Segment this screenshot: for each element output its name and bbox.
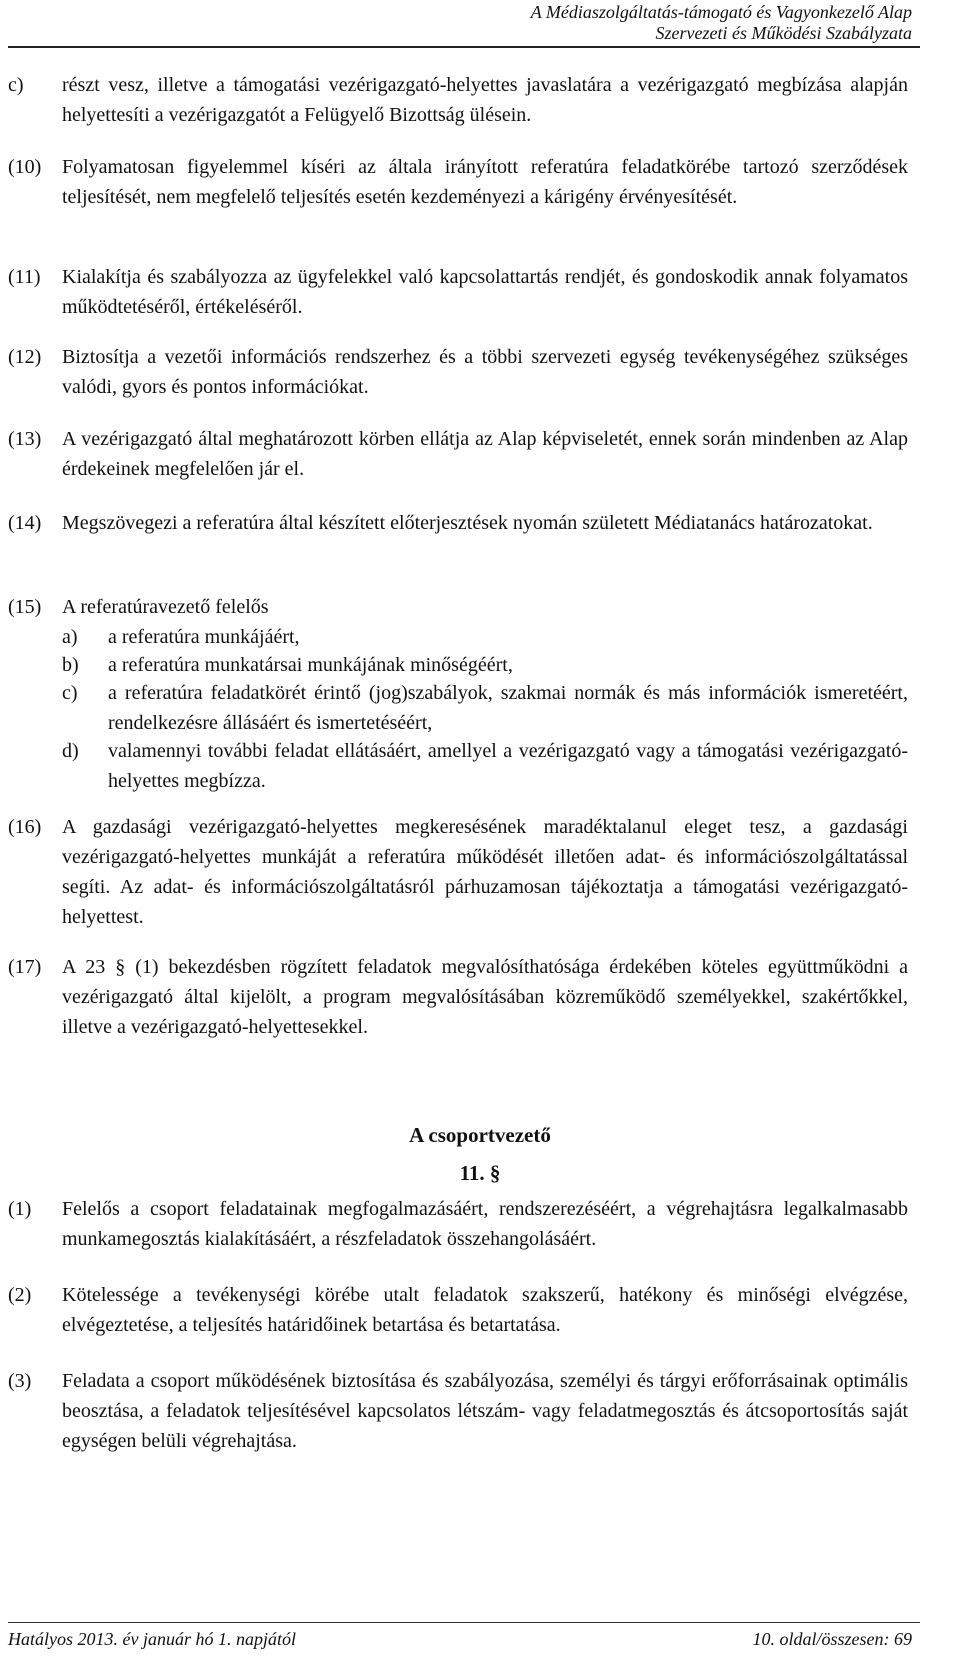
paragraph-number: (15) xyxy=(8,596,42,618)
paragraph-14 xyxy=(8,508,908,538)
paragraph-number: (1) xyxy=(8,1198,32,1220)
sub-item-text: a referatúra munkatársai munkájának minőségéért, xyxy=(108,654,513,676)
section-title: A csoportvezető xyxy=(409,1123,551,1147)
footer-rule xyxy=(8,1622,920,1623)
paragraph-17 xyxy=(8,952,908,1042)
paragraph-text: A referatúravezető felelős xyxy=(62,596,269,618)
paragraph-number: (13) xyxy=(8,428,42,450)
paragraph-number: (11) xyxy=(8,266,41,288)
paragraph-number: (12) xyxy=(8,346,42,368)
paragraph-text: Folyamatosan figyelemmel kíséri az általa irányított referatúra feladatkörébe tartozó szerződések teljesítését, nem megfelelő teljesítés esetén kezdeményezi a kárigény érvényesítését. xyxy=(62,156,908,208)
sub-item-c xyxy=(8,678,908,738)
paragraph-text: A 23 § (1) bekezdésben rögzített feladatok megvalósíthatósága érdekében köteles együttműködni a vezérigazgató által kijelölt, a program megvalósításában közreműködő személyekkel, szakértőkkel, illetve a vezérigazgató-helyettesekkel. xyxy=(62,956,908,1038)
section-number: 11. § xyxy=(459,1161,501,1185)
footer-page-number: 10. oldal/összesen: 69 xyxy=(752,1629,912,1649)
sub-item-text: valamennyi további feladat ellátásáért, amellyel a vezérigazgató vagy a támogatási vezérigazgató-helyettes megbízza. xyxy=(108,740,908,792)
paragraph-text: Felelős a csoport feladatainak megfogalmazásáért, rendszerezéséért, a végrehajtásra legalkalmasabb munkamegosztás kialakításáért, a részfeladatok összehangolásáért. xyxy=(62,1198,908,1250)
paragraph-number: (17) xyxy=(8,956,42,978)
section-paragraph-2 xyxy=(8,1280,908,1340)
item-text: részt vesz, illetve a támogatási vezérigazgató-helyettes javaslatára a vezérigazgató megbízása alapján helyettesíti a vezérigazgatót a Felügyelő Bizottság ülésein. xyxy=(62,74,908,126)
sub-item-text: a referatúra munkájáért, xyxy=(108,626,300,648)
paragraph-15 xyxy=(8,592,908,622)
paragraph-text: Biztosítja a vezetői információs rendszerhez és a többi szervezeti egység tevékenységéhez szükséges valódi, gyors és pontos információkat. xyxy=(62,346,908,398)
sub-item-letter: d) xyxy=(62,740,79,762)
paragraph-text: Megszövegezi a referatúra által készített előterjesztések nyomán született Médiatanács határozatokat. xyxy=(62,512,873,534)
sub-item-text: a referatúra feladatkörét érintő (jog)szabályok, szakmai normák és más információk ismeretéért, rendelkezésre állásáért és ismertetéséért, xyxy=(108,682,908,734)
section-paragraph-3 xyxy=(8,1366,908,1456)
paragraph-text: Kötelessége a tevékenységi körébe utalt feladatok szakszerű, hatékony és minőségi elvégzése, elvégeztetése, a teljesítés határidőinek betartása és betartatása. xyxy=(62,1284,908,1336)
header-subtitle: Szervezeti és Működési Szabályzata xyxy=(655,23,912,43)
paragraph-number: (2) xyxy=(8,1284,32,1306)
list-item-c xyxy=(8,70,908,130)
item-letter: c) xyxy=(8,74,24,96)
paragraph-number: (16) xyxy=(8,816,42,838)
header-title: A Médiaszolgáltatás-támogató és Vagyonkezelő Alap xyxy=(530,2,912,22)
paragraph-text: A gazdasági vezérigazgató-helyettes megkeresésének maradéktalanul eleget tesz, a gazdasági vezérigazgató-helyettes munkáját a referatúra működését illetően adat- és információszolgáltatással segíti. Az adat- és információszolgáltatásról párhuzamosan tájékoztatja a támogatási vezérigazgató-helyettest. xyxy=(62,816,908,928)
header-rule xyxy=(8,46,920,48)
footer-effective-date: Hatályos 2013. év január hó 1. napjától xyxy=(8,1629,296,1649)
paragraph-text: Kialakítja és szabályozza az ügyfelekkel való kapcsolattartás rendjét, és gondoskodik annak folyamatos működtetéséről, értékeléséről. xyxy=(62,266,908,318)
paragraph-16 xyxy=(8,812,908,932)
paragraph-13 xyxy=(8,424,908,484)
paragraph-10 xyxy=(8,152,908,212)
sub-item-d xyxy=(8,736,908,796)
section-paragraph-1 xyxy=(8,1194,908,1254)
sub-item-a xyxy=(8,622,908,652)
sub-item-letter: c) xyxy=(62,682,78,704)
paragraph-number: (14) xyxy=(8,512,42,534)
paragraph-12 xyxy=(8,342,908,402)
sub-item-b xyxy=(8,650,908,680)
sub-item-letter: a) xyxy=(62,626,78,648)
paragraph-number: (3) xyxy=(8,1370,32,1392)
page-header xyxy=(352,2,912,44)
paragraph-11 xyxy=(8,262,908,322)
paragraph-number: (10) xyxy=(8,156,42,178)
paragraph-text: A vezérigazgató által meghatározott körben ellátja az Alap képviseletét, ennek során mindenben az Alap érdekeinek megfelelően jár el. xyxy=(62,428,908,480)
paragraph-text: Feladata a csoport működésének biztosítása és szabályozása, személyi és tárgyi erőforrásainak optimális beosztása, a feladatok teljesítésével kapcsolatos létszám- vagy feladatmegosztás és átcsoportosítás saját egységen belüli végrehajtása. xyxy=(62,1370,908,1452)
sub-item-letter: b) xyxy=(62,654,79,676)
